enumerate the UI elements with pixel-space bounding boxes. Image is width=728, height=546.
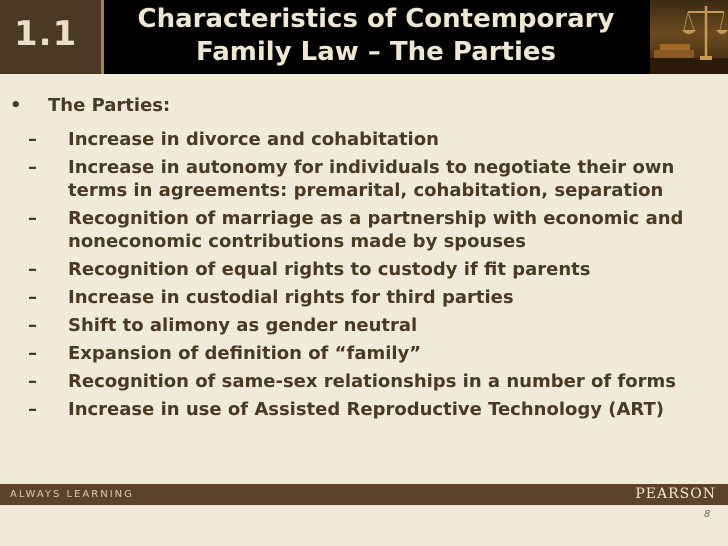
list-item-text: Expansion of definition of “family” [68,343,422,364]
dash-marker: – [28,208,37,229]
list-item [0,398,698,421]
dash-marker: – [28,157,37,178]
dash-marker: – [28,371,37,392]
list-item-text: Recognition of marriage as a partnership with economic and noneconomic contributions made by spouses [68,208,684,252]
footer-tagline: ALWAYS LEARNING [10,489,134,500]
page-number: 8 [704,509,711,520]
main-bullet-label: The Parties: [48,95,171,116]
list-item-text: Shift to alimony as gender neutral [68,315,418,336]
sub-bullet-list [0,128,728,426]
list-item-text: Increase in use of Assisted Reproductive Technology (ART) [68,399,664,420]
list-item [0,314,698,337]
dash-marker: – [28,259,37,280]
slide-title [106,3,646,69]
slide-title-line2: Family Law – The Parties [195,37,557,67]
list-item [0,258,698,281]
section-number: 1.1 [14,14,78,54]
list-item [0,286,698,309]
list-item-text: Increase in divorce and cohabitation [68,129,439,150]
dash-marker: – [28,343,37,364]
list-item [0,370,698,393]
scales-of-justice-icon [650,0,728,74]
footer-bar [0,484,728,505]
list-item [0,128,698,151]
main-bullet: • [10,95,22,116]
list-item-text: Recognition of equal rights to custody if fit parents [68,259,591,280]
list-item [0,156,698,202]
dash-marker: – [28,129,37,150]
list-item-text: Recognition of same-sex relationships in a number of forms [68,371,676,392]
list-item-text: Increase in autonomy for individuals to negotiate their own terms in agreements: premarital, cohabitation, separation [68,157,675,201]
dash-marker: – [28,315,37,336]
slide-title-line1: Characteristics of Contemporary [137,4,615,34]
brand-logo: PEARSON [635,486,716,502]
slide-header [0,0,728,74]
dash-marker: – [28,287,37,308]
section-number-box [0,0,104,74]
list-item [0,207,698,253]
list-item [0,342,698,365]
list-item-text: Increase in custodial rights for third parties [68,287,514,308]
dash-marker: – [28,399,37,420]
